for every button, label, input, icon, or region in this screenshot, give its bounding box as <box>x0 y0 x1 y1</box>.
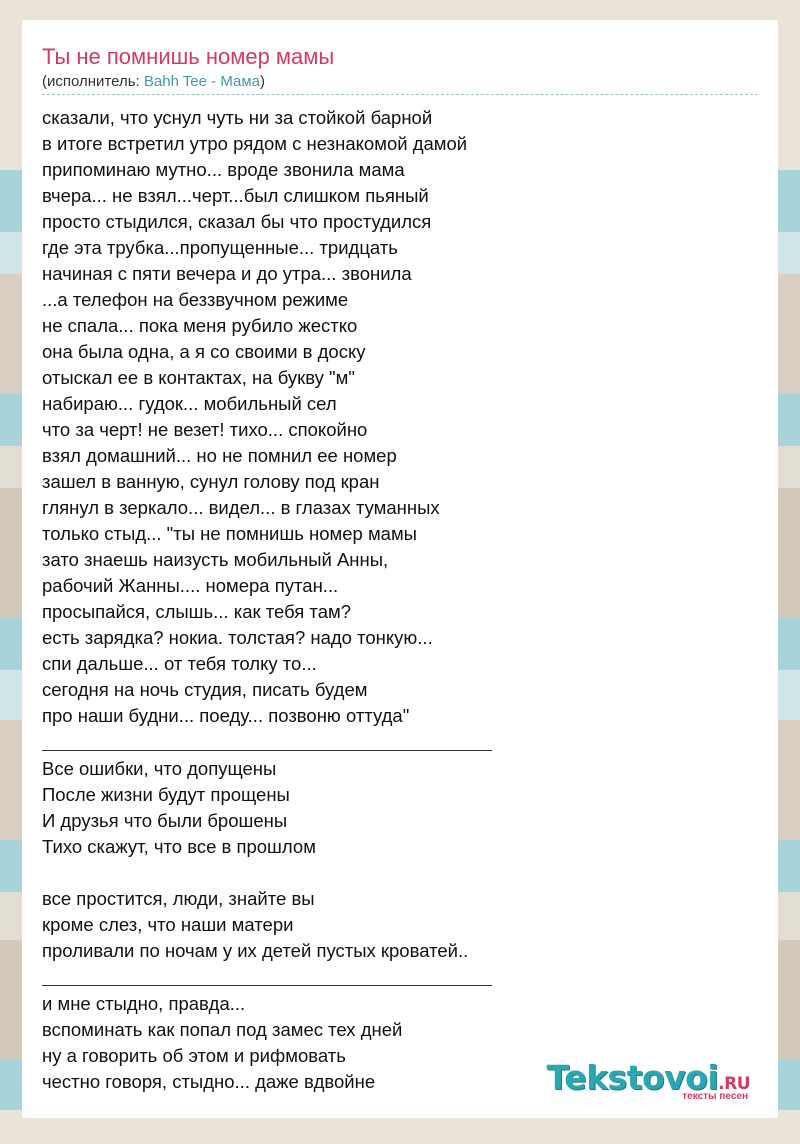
lyric-line: честно говоря, стыдно... даже вдвойне <box>42 1071 376 1092</box>
artist-line <box>42 73 265 90</box>
lyric-line: вчера... не взял...черт...был слишком пьяный <box>42 185 429 206</box>
header-divider <box>42 94 758 95</box>
logo-tagline: тексты песен <box>682 1091 748 1102</box>
lyric-line: И друзья что были брошены <box>42 810 288 831</box>
lyric-line: в итоге встретил утро рядом с незнакомой дамой <box>42 133 468 154</box>
lyric-line: припоминаю мутно... вроде звонила мама <box>42 159 405 180</box>
lyrics-separator <box>42 964 492 986</box>
lyric-line: просыпайся, слышь... как тебя там? <box>42 601 351 622</box>
lyric-line <box>42 860 742 886</box>
lyric-line: что за черт! не везет! тихо... спокойно <box>42 419 368 440</box>
lyric-line: все простится, люди, знайте вы <box>42 888 315 909</box>
lyric-line: спи дальше... от тебя толку то... <box>42 653 317 674</box>
lyric-line: ...а телефон на беззвучном режиме <box>42 289 349 310</box>
artist-link[interactable]: Bahh Tee - Мама <box>143 73 260 90</box>
lyric-line: про наши будни... поеду... позвоню оттуда" <box>42 705 410 726</box>
lyric-line: кроме слез, что наши матери <box>42 914 294 935</box>
lyric-line: проливали по ночам у их детей пустых кроватей.. <box>42 940 469 961</box>
lyric-line: После жизни будут прощены <box>42 784 290 805</box>
lyric-line: она была одна, а я со своими в доску <box>42 341 366 362</box>
lyric-line: начиная с пяти вечера и до утра... звонила <box>42 263 412 284</box>
lyric-line: взял домашний... но не помнил ее номер <box>42 445 397 466</box>
lyric-line: ну а говорить об этом и рифмовать <box>42 1045 346 1066</box>
lyric-line: отыскал ее в контактах, на букву "м" <box>42 367 355 388</box>
song-title: Ты не помнишь номер мамы <box>42 44 335 69</box>
lyrics-separator <box>42 729 492 751</box>
lyric-line: Все ошибки, что допущены <box>42 758 277 779</box>
logo-tld: .RU <box>718 1074 750 1094</box>
artist-prefix: (исполнитель: <box>42 73 144 90</box>
lyric-line: сказали, что уснул чуть ни за стойкой барной <box>42 107 433 128</box>
site-logo[interactable] <box>547 1058 750 1102</box>
lyric-line: и мне стыдно, правда... <box>42 993 246 1014</box>
logo-wordmark: Tekstovoi.RU <box>546 1058 750 1097</box>
lyric-line: зато знаешь наизусть мобильный Анны, <box>42 549 389 570</box>
lyric-line: Тихо скажут, что все в прошлом <box>42 836 316 857</box>
lyric-line: где эта трубка...пропущенные... тридцать <box>42 237 398 258</box>
lyric-line: рабочий Жанны.... номера путан... <box>42 575 339 596</box>
lyric-line: не спала... пока меня рубило жестко <box>42 315 358 336</box>
lyric-line: только стыд... "ты не помнишь номер мамы <box>42 523 417 544</box>
lyrics-body <box>42 105 742 1095</box>
lyric-line: есть зарядка? нокиа. толстая? надо тонкую... <box>42 627 433 648</box>
artist-suffix: ) <box>259 73 265 90</box>
lyric-line: сегодня на ночь студия, писать будем <box>42 679 368 700</box>
lyric-line: просто стыдился, сказал бы что простудился <box>42 211 432 232</box>
lyric-line: набираю... гудок... мобильный сел <box>42 393 337 414</box>
lyric-line: зашел в ванную, сунул голову под кран <box>42 471 380 492</box>
lyric-line: глянул в зеркало... видел... в глазах туманных <box>42 497 440 518</box>
lyric-line: вспоминать как попал под замес тех дней <box>42 1019 403 1040</box>
lyrics-card <box>22 20 778 1118</box>
